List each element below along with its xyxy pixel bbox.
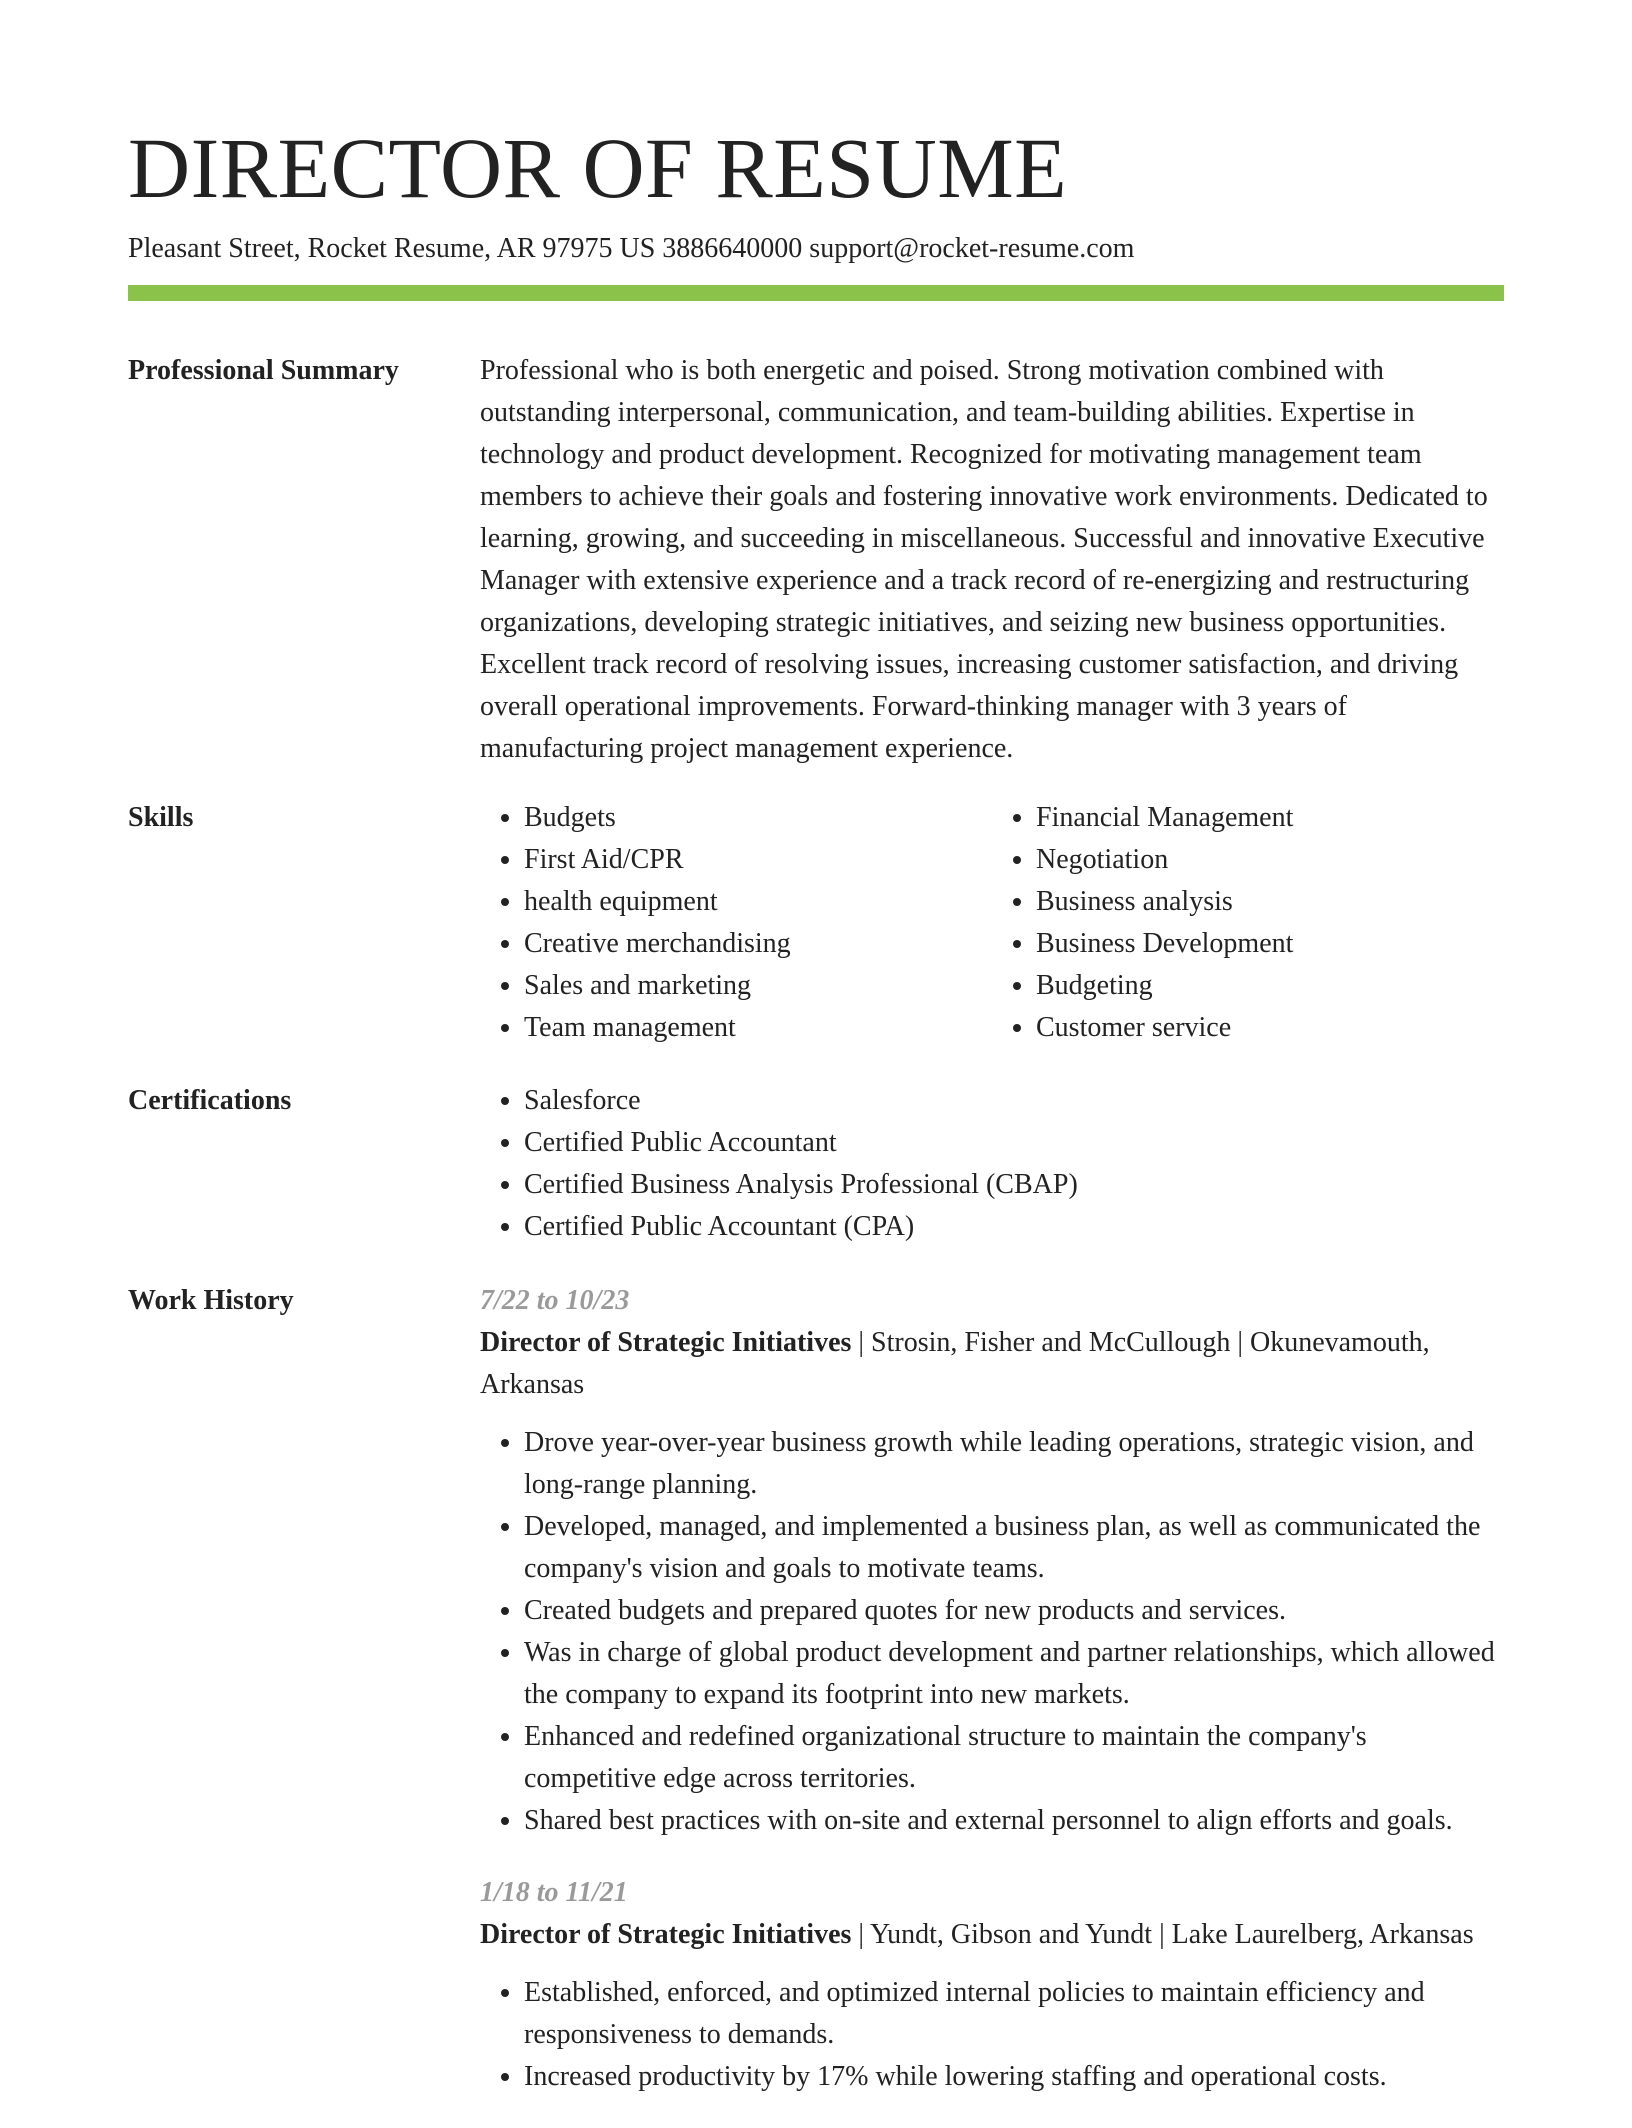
skills-title: Skills bbox=[128, 802, 194, 833]
job-dates: 7/22 to 10/23 bbox=[480, 1285, 630, 1316]
job-details: | Yundt, Gibson and Yundt | Lake Laurelberg, Arkansas bbox=[851, 1919, 1474, 1950]
job-heading bbox=[480, 1914, 1504, 1956]
job-details: | Strosin, Fisher and McCullough | Okunevamouth, Arkansas bbox=[480, 1327, 1430, 1400]
job-entry bbox=[480, 1280, 1504, 1842]
work-history-title: Work History bbox=[128, 1285, 294, 1316]
certifications-title: Certifications bbox=[128, 1085, 292, 1116]
summary-title: Professional Summary bbox=[128, 355, 399, 386]
certification-item: • Certified Business Analysis Professional (CBAP) bbox=[524, 1164, 1504, 1206]
skills-list-left bbox=[480, 797, 992, 1049]
job-bullets bbox=[480, 1422, 1504, 1842]
certification-item: • Certified Public Accountant bbox=[524, 1122, 1504, 1164]
job-bullet: • Was in charge of global product development and partner relationships, which allowed the company to expand its footprint into new markets. bbox=[524, 1632, 1504, 1716]
contact-phone: 3886640000 bbox=[662, 233, 803, 264]
skill-item: • Team management bbox=[524, 1007, 992, 1049]
resume-name: DIRECTOR OF RESUME bbox=[128, 120, 1068, 216]
skill-item: • Business Development bbox=[1036, 923, 1504, 965]
skill-item: • Budgets bbox=[524, 797, 992, 839]
job-dates: 1/18 to 11/21 bbox=[480, 1877, 628, 1908]
job-bullet: • Increased productivity by 17% while lowering staffing and operational costs. bbox=[524, 2056, 1504, 2098]
skill-item: • Financial Management bbox=[1036, 797, 1504, 839]
job-bullet: • Created budgets and prepared quotes for new products and services. bbox=[524, 1590, 1504, 1632]
job-bullet: • Established, enforced, and optimized internal policies to maintain efficiency and responsiveness to demands. bbox=[524, 1972, 1504, 2056]
skill-item: • Business analysis bbox=[1036, 881, 1504, 923]
job-title: Director of Strategic Initiatives bbox=[480, 1327, 852, 1358]
contact-address: Pleasant Street, Rocket Resume, AR 97975 US bbox=[128, 233, 656, 264]
header-divider bbox=[128, 285, 1504, 301]
skills-list-right bbox=[992, 797, 1504, 1049]
job-heading bbox=[480, 1322, 1504, 1406]
job-title: Director of Strategic Initiatives bbox=[480, 1919, 852, 1950]
certification-item: • Salesforce bbox=[524, 1080, 1504, 1122]
certifications-list bbox=[480, 1080, 1504, 1248]
skill-item: • health equipment bbox=[524, 881, 992, 923]
job-entry bbox=[480, 1872, 1504, 2098]
job-bullet: • Developed, managed, and implemented a business plan, as well as communicated the company's vision and goals to motivate teams. bbox=[524, 1506, 1504, 1590]
certification-item: • Certified Public Accountant (CPA) bbox=[524, 1206, 1504, 1248]
job-bullet: • Drove year-over-year business growth while leading operations, strategic vision, and long-range planning. bbox=[524, 1422, 1504, 1506]
job-bullet: • Enhanced and redefined organizational structure to maintain the company's competitive edge across territories. bbox=[524, 1716, 1504, 1800]
skill-item: • First Aid/CPR bbox=[524, 839, 992, 881]
summary-text: Professional who is both energetic and poised. Strong motivation combined with outstanding interpersonal, communication, and team-building abilities. Expertise in technology and product development. Recognized for motivating management team members to achieve their goals and fostering innovative work environments. Dedicated to learning, growing, and succeeding in miscellaneous. Successful and innovative Executive Manager with extensive experience and a track record of re-energizing and restructuring organizations, developing strategic initiatives, and seizing new business opportunities. Excellent track record of resolving issues, increasing customer satisfaction, and driving overall operational improvements. Forward-thinking manager with 3 years of manufacturing project management experience. bbox=[480, 355, 1488, 764]
skill-item: • Budgeting bbox=[1036, 965, 1504, 1007]
skill-item: • Negotiation bbox=[1036, 839, 1504, 881]
skill-item: • Creative merchandising bbox=[524, 923, 992, 965]
contact-email: support@rocket-resume.com bbox=[809, 233, 1135, 264]
skill-item: • Sales and marketing bbox=[524, 965, 992, 1007]
contact-line bbox=[128, 232, 1134, 266]
job-bullet: • Shared best practices with on-site and external personnel to align efforts and goals. bbox=[524, 1800, 1504, 1842]
skill-item: • Customer service bbox=[1036, 1007, 1504, 1049]
job-bullets bbox=[480, 1972, 1504, 2098]
